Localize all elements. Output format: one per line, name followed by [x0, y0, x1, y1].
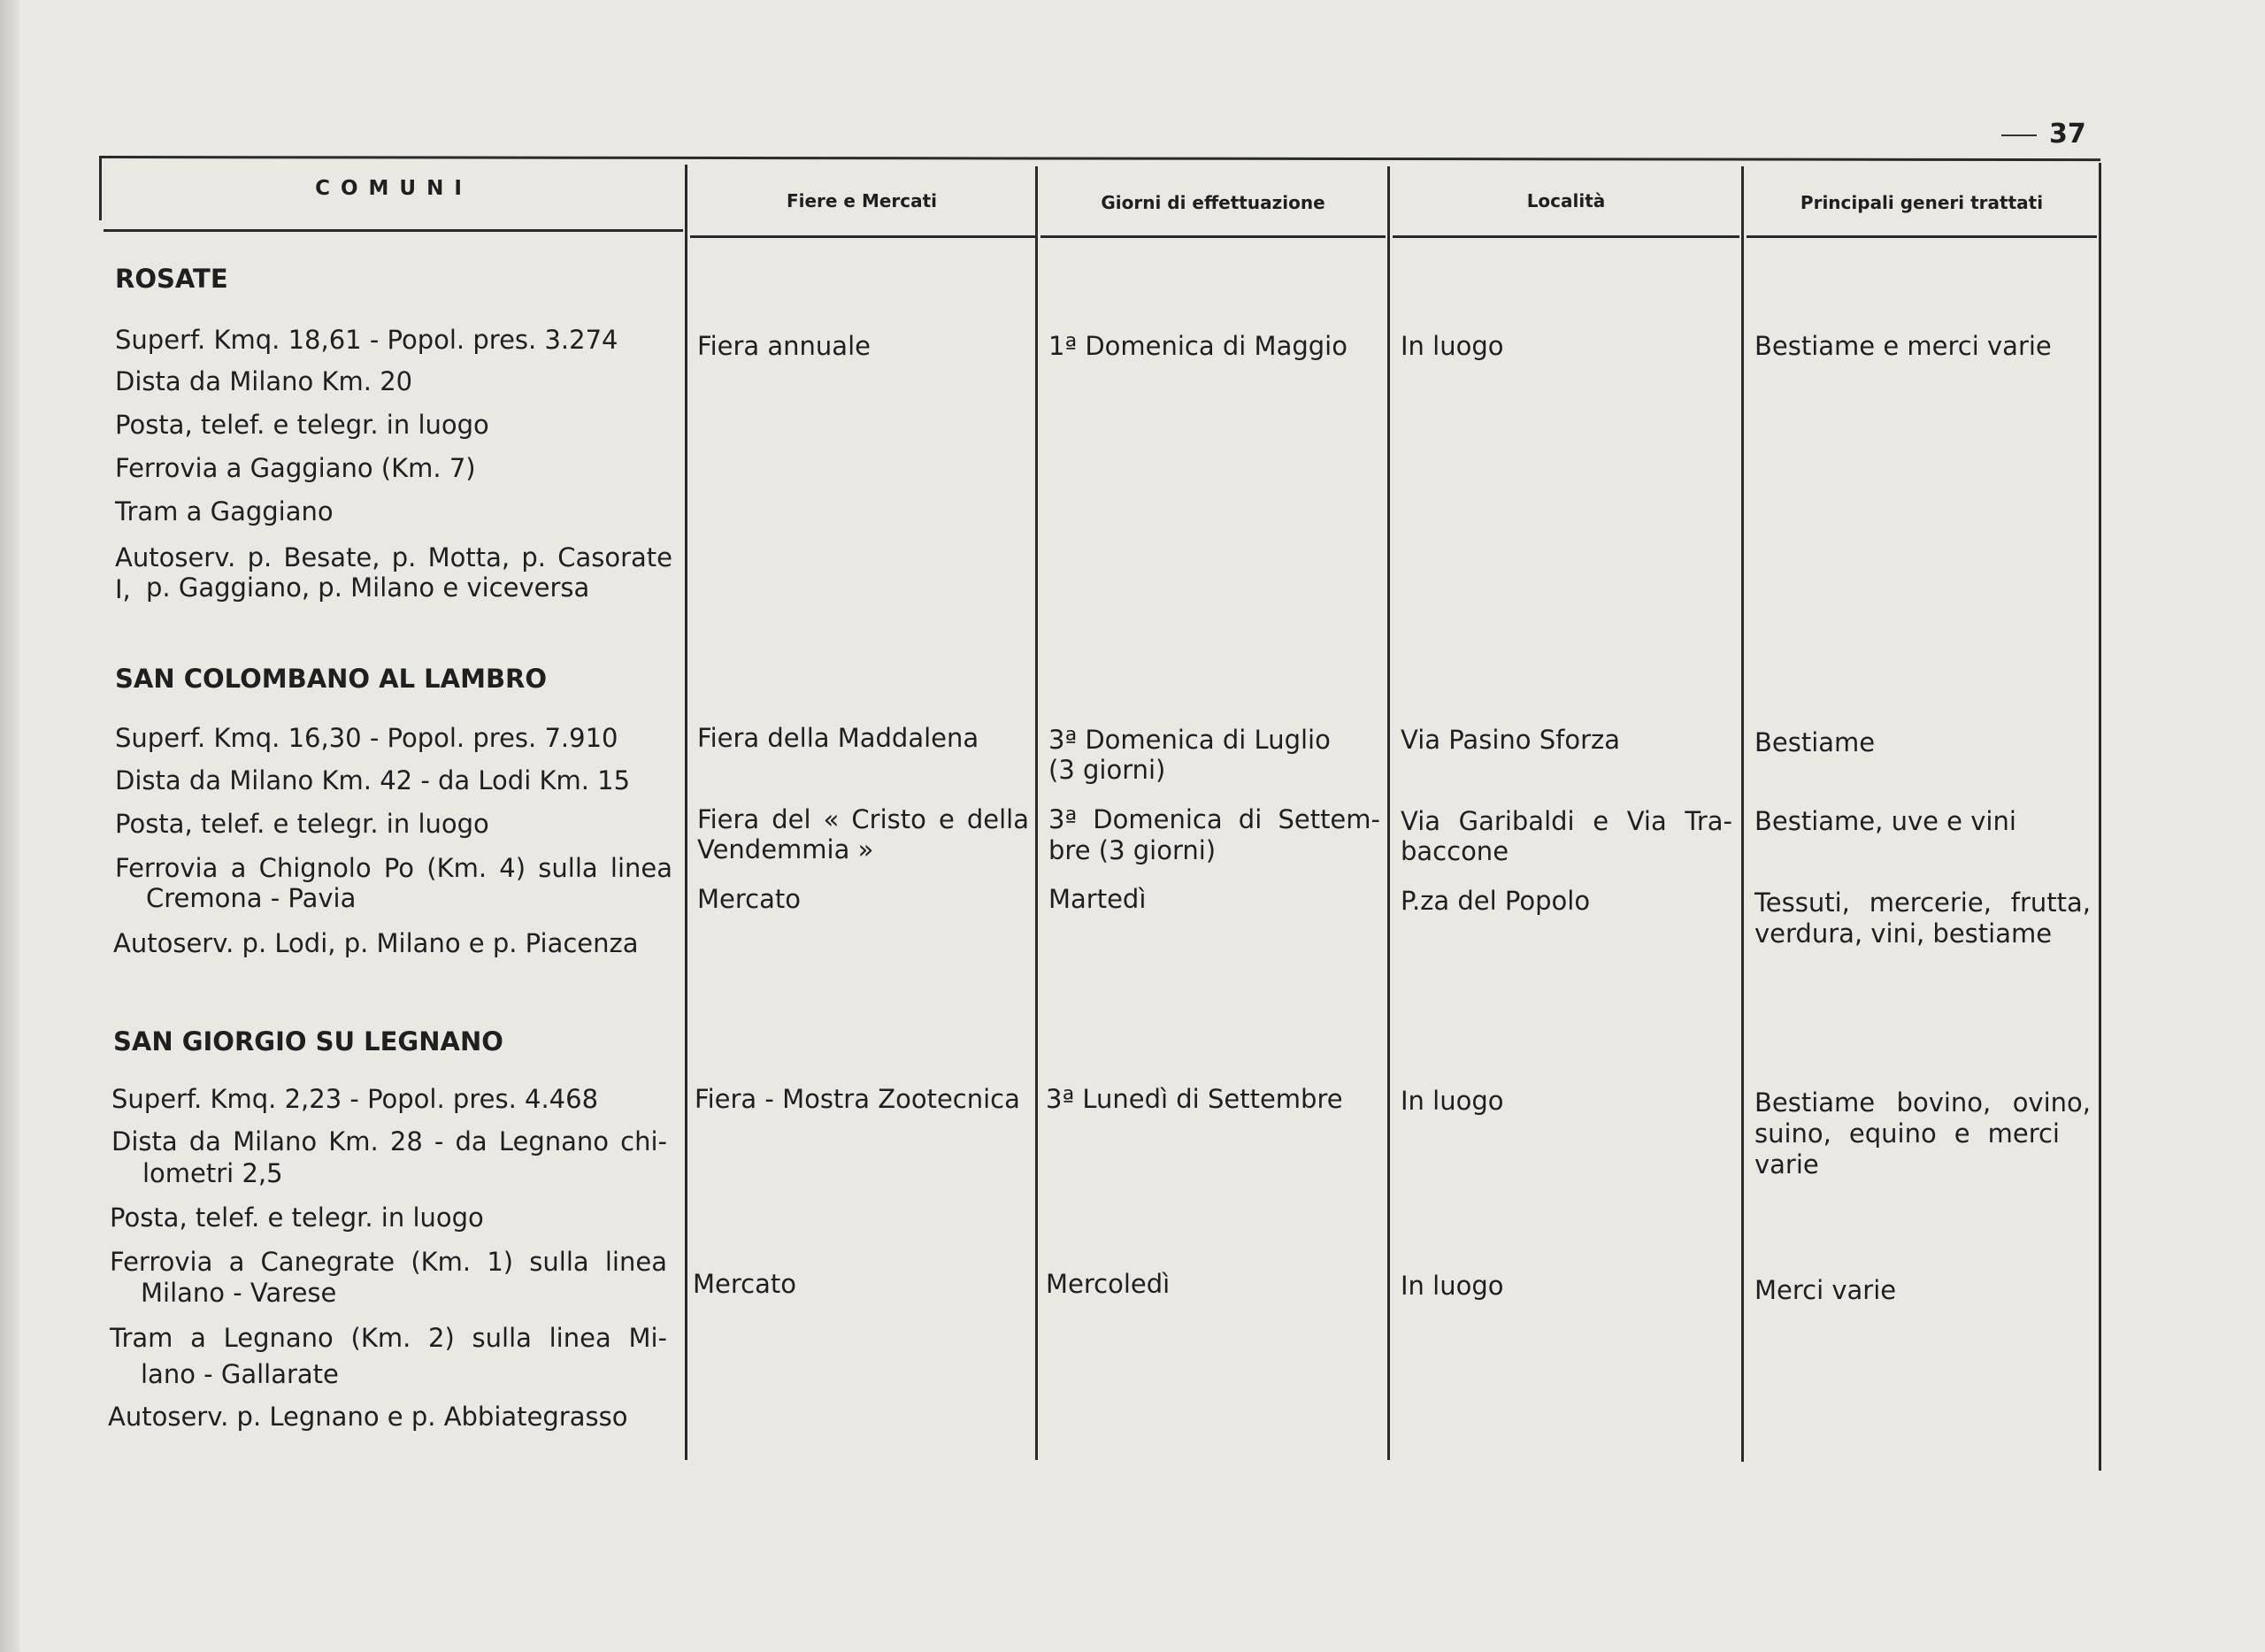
san-giorgio-localita-2: In luogo: [1401, 1271, 1504, 1301]
rosate-info-5: Tram a Gaggiano: [115, 496, 334, 526]
header-underline-comuni: [104, 229, 683, 232]
san-giorgio-ferrovia-line-1: Ferrovia a Canegrate (Km. 1) sulla linea: [110, 1247, 667, 1277]
san-colombano-giorni-1a: 3ª Domenica di Luglio: [1048, 725, 1331, 755]
rosate-info-3: Posta, telef. e telegr. in luogo: [115, 410, 489, 440]
column-rule-right: [2099, 163, 2101, 1471]
san-giorgio-generi-1a: Bestiame bovino, ovino,: [1754, 1087, 2091, 1118]
rosate-giorni: 1ª Domenica di Maggio: [1048, 331, 1347, 361]
san-giorgio-fiera-1: Fiera - Mostra Zootecnica: [695, 1084, 1020, 1114]
san-colombano-info-3: Posta, telef. e telegr. in luogo: [115, 809, 489, 839]
san-giorgio-giorni-1: 3ª Lunedì di Settembre: [1046, 1084, 1343, 1114]
san-colombano-generi-3b: verdura, vini, bestiame: [1754, 918, 2053, 949]
header-localita: Località: [1526, 190, 1606, 211]
rosate-info-4: Ferrovia a Gaggiano (Km. 7): [115, 453, 476, 483]
page-edge-shadow: [0, 0, 19, 1652]
header-fiere-e-mercati: Fiere e Mercati: [786, 190, 938, 211]
header-principali-generi-trattati: Principali generi trattati: [1800, 192, 2044, 213]
san-giorgio-generi-1b: suino, equino e merci: [1754, 1118, 2060, 1149]
san-colombano-fiera-1: Fiera della Maddalena: [697, 723, 979, 753]
san-giorgio-giorni-2: Mercoledì: [1046, 1269, 1171, 1299]
comune-name-san-giorgio: SAN GIORGIO SU LEGNANO: [113, 1026, 503, 1057]
san-colombano-giorni-1b: (3 giorni): [1048, 755, 1166, 785]
rosate-generi: Bestiame e merci varie: [1754, 331, 2052, 361]
san-giorgio-fiera-2: Mercato: [693, 1269, 796, 1299]
san-giorgio-autoserv: Autoserv. p. Legnano e p. Abbiategrasso: [108, 1402, 628, 1432]
rosate-autoserv-line-2: p. Gaggiano, p. Milano e viceversa: [146, 572, 590, 603]
san-giorgio-localita-1: In luogo: [1401, 1086, 1504, 1116]
san-colombano-generi-3a: Tessuti, mercerie, frutta,: [1754, 887, 2091, 918]
san-giorgio-tram-line-2: lano - Gallarate: [141, 1359, 339, 1389]
san-colombano-localita-3: P.za del Popolo: [1401, 886, 1591, 916]
san-colombano-info-1: Superf. Kmq. 16,30 - Popol. pres. 7.910: [115, 723, 618, 753]
san-colombano-localita-1: Via Pasino Sforza: [1401, 725, 1620, 755]
san-giorgio-dista-line-2: lometri 2,5: [142, 1158, 283, 1188]
comune-name-rosate: ROSATE: [115, 264, 228, 294]
header-underline-fiere: [690, 235, 1035, 238]
rosate-info-1: Superf. Kmq. 18,61 - Popol. pres. 3.274: [115, 325, 618, 355]
rosate-autoserv-line-1: Autoserv. p. Besate, p. Motta, p. Casorate I,: [115, 542, 672, 604]
rosate-fiera: Fiera annuale: [697, 331, 871, 361]
header-comuni: COMUNI: [315, 177, 472, 200]
header-underline-localita: [1393, 235, 1739, 238]
san-colombano-giorni-2b: bre (3 giorni): [1048, 835, 1217, 865]
san-colombano-info-2: Dista da Milano Km. 42 - da Lodi Km. 15: [115, 765, 631, 795]
san-colombano-generi-2: Bestiame, uve e vini: [1754, 806, 2016, 836]
san-giorgio-tram-line-1: Tram a Legnano (Km. 2) sulla linea Mi-: [110, 1323, 667, 1353]
header-underline-giorni: [1040, 235, 1386, 238]
san-colombano-fiera-2b: Vendemmia »: [697, 834, 874, 864]
san-colombano-generi-1: Bestiame: [1754, 727, 1876, 757]
san-colombano-fiera-3: Mercato: [697, 884, 801, 914]
san-colombano-localita-2a: Via Garibaldi e Via Tra-: [1401, 806, 1732, 836]
san-colombano-autoserv: Autoserv. p. Lodi, p. Milano e p. Piacenza: [113, 928, 639, 958]
comune-name-san-colombano: SAN COLOMBANO AL LAMBRO: [115, 664, 548, 694]
column-rule-3: [1387, 166, 1390, 1460]
san-colombano-ferrovia-line-1: Ferrovia a Chignolo Po (Km. 4) sulla linea: [115, 853, 672, 883]
column-rule-1: [685, 165, 687, 1460]
san-colombano-fiera-2a: Fiera del « Cristo e della: [697, 804, 1029, 834]
san-giorgio-info-1: Superf. Kmq. 2,23 - Popol. pres. 4.468: [111, 1084, 599, 1114]
san-giorgio-dista-line-1: Dista da Milano Km. 28 - da Legnano chi-: [111, 1126, 667, 1156]
rosate-info-2: Dista da Milano Km. 20: [115, 366, 413, 396]
san-giorgio-posta: Posta, telef. e telegr. in luogo: [110, 1203, 484, 1233]
header-giorni-di-effettuazione: Giorni di effettuazione: [1101, 192, 1325, 213]
column-rule-4: [1741, 166, 1744, 1462]
san-colombano-giorni-2a: 3ª Domenica di Settem-: [1048, 804, 1380, 834]
page-number: 37: [2001, 119, 2086, 150]
san-colombano-localita-2b: baccone: [1401, 836, 1509, 866]
header-underline-generi: [1747, 235, 2097, 238]
san-giorgio-ferrovia-line-2: Milano - Varese: [141, 1278, 337, 1308]
column-rule-2: [1035, 166, 1038, 1460]
san-giorgio-generi-2: Merci varie: [1754, 1275, 1897, 1305]
table-top-rule: [99, 156, 2100, 161]
san-colombano-giorni-3: Martedì: [1048, 884, 1147, 914]
rosate-localita: In luogo: [1401, 331, 1504, 361]
san-colombano-ferrovia-line-2: Cremona - Pavia: [146, 883, 357, 913]
san-giorgio-generi-1c: varie: [1754, 1149, 1819, 1179]
